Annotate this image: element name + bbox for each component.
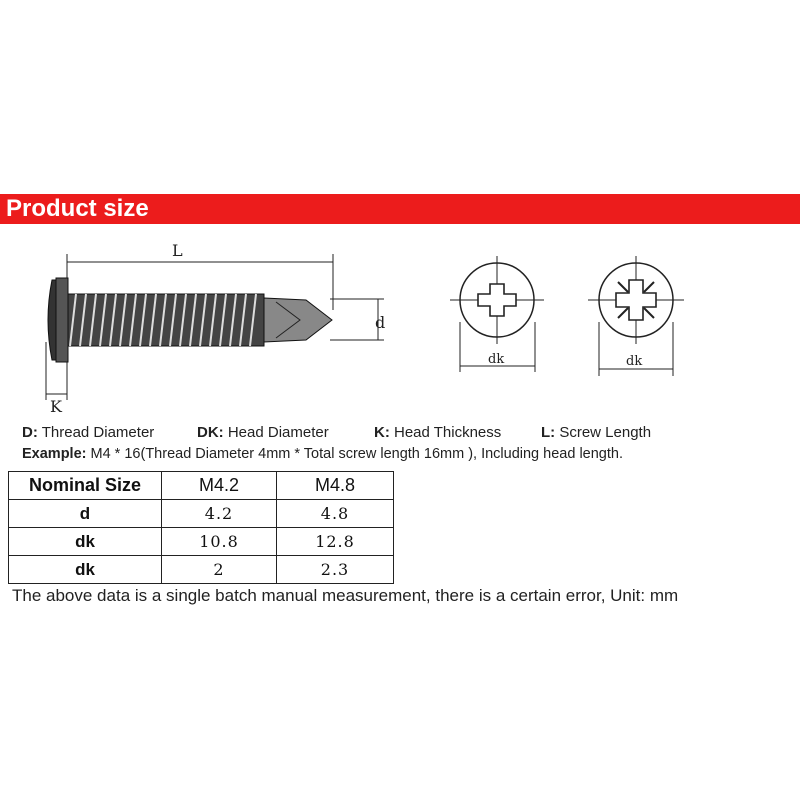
screw-side-view xyxy=(48,278,332,362)
cell-value: 10.8 xyxy=(162,528,277,556)
row-label: d xyxy=(9,500,162,528)
cell-value: 4.2 xyxy=(162,500,277,528)
example-key: Example: xyxy=(22,446,87,462)
size-table xyxy=(8,471,394,584)
cell-value: 12.8 xyxy=(277,528,394,556)
measurement-note: The above data is a single batch manual measurement, there is a certain error, Unit: mm xyxy=(12,586,679,605)
header-nominal-size: Nominal Size xyxy=(9,472,162,500)
cell-value: 4.8 xyxy=(277,500,394,528)
legend-item-dk: DK: Head Diameter xyxy=(197,424,329,441)
cell-value: 2 xyxy=(162,556,277,584)
head-diameter-label-2: dk xyxy=(626,354,643,369)
example-line xyxy=(22,446,623,462)
table-header-row xyxy=(9,472,394,500)
thickness-label: K xyxy=(50,397,62,416)
length-label: L xyxy=(172,241,183,260)
table-row xyxy=(9,528,394,556)
row-label: dk xyxy=(9,556,162,584)
product-size-banner xyxy=(0,194,800,224)
head-diameter-label-1: dk xyxy=(488,352,505,367)
header-m42: M4.2 xyxy=(162,472,277,500)
legend-item-l: L: Screw Length xyxy=(541,424,652,441)
header-m48: M4.8 xyxy=(277,472,394,500)
table-row xyxy=(9,500,394,528)
diameter-label: d xyxy=(375,313,386,332)
banner-title: Product size xyxy=(6,195,149,222)
table-row xyxy=(9,556,394,584)
legend-item-k: K: Head Thickness xyxy=(374,424,502,441)
cell-value: 2.3 xyxy=(277,556,394,584)
example-text: M4 * 16(Thread Diameter 4mm * Total screw length 16mm ), Including head length. xyxy=(90,446,623,462)
screw-dimension-diagram xyxy=(0,232,800,422)
legend-item-d: D: Thread Diameter xyxy=(22,424,155,441)
row-label: dk xyxy=(9,528,162,556)
